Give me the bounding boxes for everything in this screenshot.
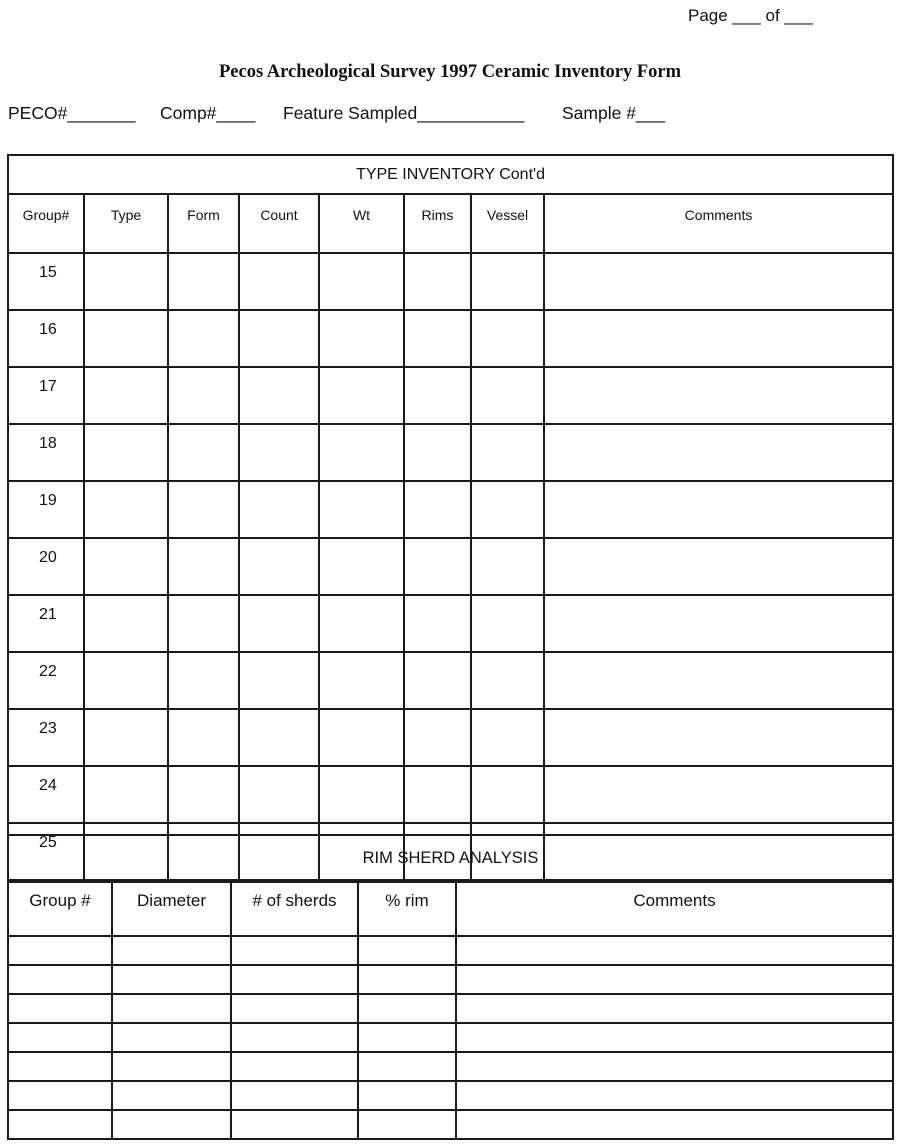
comments-cell[interactable] (544, 481, 893, 538)
rims-cell[interactable] (404, 253, 471, 310)
type-cell[interactable] (84, 424, 168, 481)
table-row (8, 1081, 893, 1110)
diameter-cell[interactable] (112, 1081, 231, 1110)
rims-cell[interactable] (404, 652, 471, 709)
type-cell[interactable] (84, 310, 168, 367)
header-count: Count (239, 194, 319, 253)
table-row (8, 652, 893, 709)
form-cell[interactable] (168, 367, 239, 424)
rim-comments-cell[interactable] (456, 994, 893, 1023)
rim-group-cell[interactable] (8, 936, 112, 965)
rim-sherd-table (7, 834, 894, 1140)
vessel-cell[interactable] (471, 766, 544, 823)
count-cell[interactable] (239, 367, 319, 424)
diameter-cell[interactable] (112, 1052, 231, 1081)
rims-cell[interactable] (404, 481, 471, 538)
sherds-cell[interactable] (231, 1110, 358, 1139)
rim-group-cell[interactable] (8, 965, 112, 994)
type-inventory-rows (8, 253, 893, 880)
rim-sherd-caption: RIM SHERD ANALYSIS (8, 835, 893, 882)
comments-cell[interactable] (544, 424, 893, 481)
rim-group-cell[interactable] (8, 1023, 112, 1052)
rim-comments-cell[interactable] (456, 1081, 893, 1110)
rim-percent-cell[interactable] (358, 965, 456, 994)
vessel-cell[interactable] (471, 424, 544, 481)
table-row (8, 367, 893, 424)
table-row (8, 936, 893, 965)
table-row (8, 1023, 893, 1052)
form-cell[interactable] (168, 709, 239, 766)
sherds-cell[interactable] (231, 994, 358, 1023)
wt-cell[interactable] (319, 652, 404, 709)
diameter-cell[interactable] (112, 936, 231, 965)
group-number-cell: 24 (8, 766, 84, 823)
rim-header-rim: % rim (358, 882, 456, 936)
comments-cell[interactable] (544, 367, 893, 424)
vessel-cell[interactable] (471, 595, 544, 652)
rims-cell[interactable] (404, 310, 471, 367)
wt-cell[interactable] (319, 481, 404, 538)
rim-group-cell[interactable] (8, 1110, 112, 1139)
group-number-cell: 20 (8, 538, 84, 595)
wt-cell[interactable] (319, 424, 404, 481)
form-cell[interactable] (168, 310, 239, 367)
table-row (8, 538, 893, 595)
type-inventory-caption: TYPE INVENTORY Cont'd (8, 155, 893, 194)
count-cell[interactable] (239, 538, 319, 595)
rim-header-comments: Comments (456, 882, 893, 936)
sherds-cell[interactable] (231, 965, 358, 994)
peco-field[interactable]: PECO#_______ (8, 103, 136, 123)
rims-cell[interactable] (404, 766, 471, 823)
rim-comments-cell[interactable] (456, 1052, 893, 1081)
rims-cell[interactable] (404, 538, 471, 595)
count-cell[interactable] (239, 766, 319, 823)
count-cell[interactable] (239, 310, 319, 367)
comments-cell[interactable] (544, 538, 893, 595)
header-group: Group# (8, 194, 84, 253)
table-row (8, 253, 893, 310)
vessel-cell[interactable] (471, 538, 544, 595)
form-cell[interactable] (168, 538, 239, 595)
rim-header-group: Group # (8, 882, 112, 936)
rim-header-sherds: # of sherds (231, 882, 358, 936)
type-cell[interactable] (84, 766, 168, 823)
count-cell[interactable] (239, 424, 319, 481)
sherds-cell[interactable] (231, 1052, 358, 1081)
comments-cell[interactable] (544, 310, 893, 367)
wt-cell[interactable] (319, 253, 404, 310)
type-cell[interactable] (84, 652, 168, 709)
type-cell[interactable] (84, 481, 168, 538)
header-type: Type (84, 194, 168, 253)
group-number-cell: 25 (8, 823, 84, 880)
type-inventory-table (7, 154, 894, 881)
comp-field[interactable]: Comp#____ (160, 103, 256, 123)
table-row (8, 310, 893, 367)
header-form: Form (168, 194, 239, 253)
count-cell[interactable] (239, 652, 319, 709)
comments-cell[interactable] (544, 766, 893, 823)
table-row (8, 994, 893, 1023)
comments-cell[interactable] (544, 595, 893, 652)
vessel-cell[interactable] (471, 253, 544, 310)
group-number-cell: 15 (8, 253, 84, 310)
group-number-cell: 18 (8, 424, 84, 481)
wt-cell[interactable] (319, 595, 404, 652)
table-row (8, 481, 893, 538)
wt-cell[interactable] (319, 538, 404, 595)
diameter-cell[interactable] (112, 1023, 231, 1052)
count-cell[interactable] (239, 481, 319, 538)
header-comments: Comments (544, 194, 893, 253)
table-row (8, 965, 893, 994)
vessel-cell[interactable] (471, 367, 544, 424)
wt-cell[interactable] (319, 766, 404, 823)
form-cell[interactable] (168, 481, 239, 538)
rim-header-diameter: Diameter (112, 882, 231, 936)
rim-sherd-rows (8, 936, 893, 1139)
group-number-cell: 23 (8, 709, 84, 766)
rims-cell[interactable] (404, 424, 471, 481)
comments-cell[interactable] (544, 652, 893, 709)
diameter-cell[interactable] (112, 1110, 231, 1139)
count-cell[interactable] (239, 709, 319, 766)
sample-field[interactable]: Sample #___ (562, 103, 666, 123)
type-cell[interactable] (84, 709, 168, 766)
rim-comments-cell[interactable] (456, 936, 893, 965)
comments-cell[interactable] (544, 253, 893, 310)
sherds-cell[interactable] (231, 1023, 358, 1052)
rim-percent-cell[interactable] (358, 1110, 456, 1139)
rim-group-cell[interactable] (8, 1052, 112, 1081)
rim-group-cell[interactable] (8, 1081, 112, 1110)
sherds-cell[interactable] (231, 936, 358, 965)
diameter-cell[interactable] (112, 965, 231, 994)
rim-percent-cell[interactable] (358, 1052, 456, 1081)
rim-comments-cell[interactable] (456, 965, 893, 994)
header-wt: Wt (319, 194, 404, 253)
wt-cell[interactable] (319, 709, 404, 766)
page-indicator: Page ___ of ___ (688, 6, 813, 25)
form-cell[interactable] (168, 424, 239, 481)
vessel-cell[interactable] (471, 709, 544, 766)
form-title: Pecos Archeological Survey 1997 Ceramic Inventory Form (218, 62, 682, 82)
diameter-cell[interactable] (112, 994, 231, 1023)
group-number-cell: 22 (8, 652, 84, 709)
group-number-cell: 21 (8, 595, 84, 652)
rim-percent-cell[interactable] (358, 994, 456, 1023)
feature-sampled-field[interactable]: Feature Sampled___________ (283, 103, 525, 123)
rim-comments-cell[interactable] (456, 1110, 893, 1139)
comments-cell[interactable] (544, 709, 893, 766)
rim-group-cell[interactable] (8, 994, 112, 1023)
count-cell[interactable] (239, 253, 319, 310)
form-cell[interactable] (168, 652, 239, 709)
table-row (8, 766, 893, 823)
header-vessel: Vessel (471, 194, 544, 253)
rim-percent-cell[interactable] (358, 1081, 456, 1110)
rims-cell[interactable] (404, 595, 471, 652)
table-row (8, 595, 893, 652)
table-row (8, 709, 893, 766)
count-cell[interactable] (239, 595, 319, 652)
type-cell[interactable] (84, 253, 168, 310)
rim-comments-cell[interactable] (456, 1023, 893, 1052)
table-row (8, 1110, 893, 1139)
wt-cell[interactable] (319, 310, 404, 367)
table-row (8, 424, 893, 481)
type-cell[interactable] (84, 367, 168, 424)
rims-cell[interactable] (404, 709, 471, 766)
type-cell[interactable] (84, 538, 168, 595)
table-row (8, 1052, 893, 1081)
group-number-cell: 17 (8, 367, 84, 424)
vessel-cell[interactable] (471, 481, 544, 538)
rim-percent-cell[interactable] (358, 936, 456, 965)
type-cell[interactable] (84, 595, 168, 652)
form-cell[interactable] (168, 766, 239, 823)
group-number-cell: 19 (8, 481, 84, 538)
rims-cell[interactable] (404, 367, 471, 424)
wt-cell[interactable] (319, 367, 404, 424)
sherds-cell[interactable] (231, 1081, 358, 1110)
form-cell[interactable] (168, 253, 239, 310)
group-number-cell: 16 (8, 310, 84, 367)
vessel-cell[interactable] (471, 652, 544, 709)
form-cell[interactable] (168, 595, 239, 652)
rim-percent-cell[interactable] (358, 1023, 456, 1052)
header-rims: Rims (404, 194, 471, 253)
vessel-cell[interactable] (471, 310, 544, 367)
